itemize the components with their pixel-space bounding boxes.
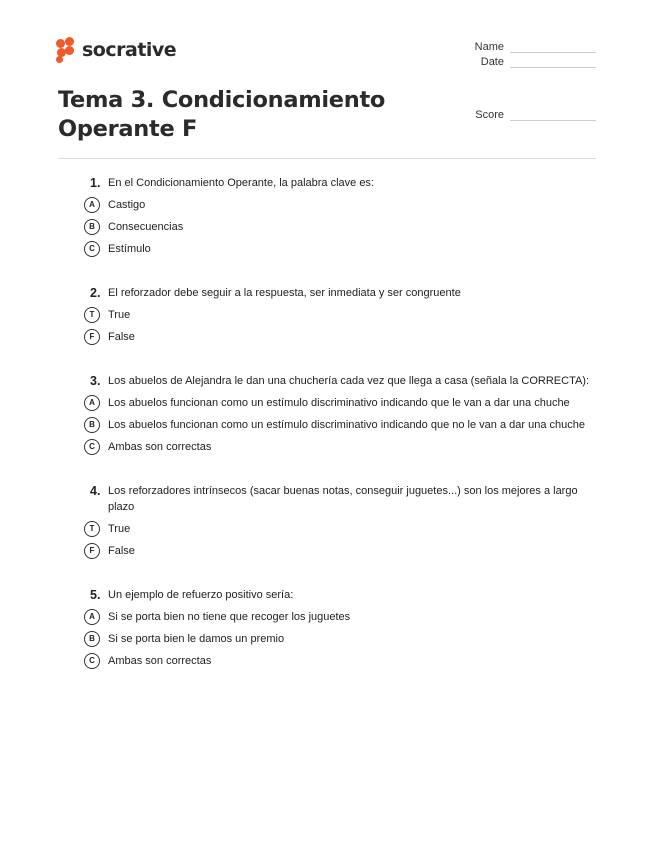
score-line: [510, 113, 596, 121]
answer-option[interactable]: [84, 439, 594, 455]
date-line: [510, 60, 596, 68]
date-label: Date: [480, 56, 504, 68]
answer-option[interactable]: [84, 631, 594, 647]
question-3: [84, 373, 594, 455]
option-text: False: [108, 331, 135, 343]
option-text: Castigo: [108, 199, 146, 211]
question-number: 4.: [90, 484, 101, 498]
option-letter-badge: T: [84, 521, 100, 537]
option-text: Si se porta bien le damos un premio: [108, 633, 285, 645]
score-field: [456, 109, 596, 121]
socrative-logo-icon: [56, 37, 78, 63]
option-text: Consecuencias: [108, 221, 184, 233]
answer-option[interactable]: [84, 543, 594, 559]
option-letter-badge: B: [84, 219, 100, 235]
brand-name: socrative: [82, 39, 177, 61]
option-text: True: [108, 309, 131, 321]
option-letter-badge: B: [84, 417, 100, 433]
question-header: [84, 587, 594, 603]
name-field: [456, 41, 596, 53]
question-list: [84, 175, 594, 697]
option-text: Los abuelos funcionan como un estímulo discriminativo indicando que no le van a dar una chuche: [108, 419, 585, 431]
question-header: [84, 175, 594, 191]
question-number: 3.: [90, 374, 101, 388]
question-number: 1.: [90, 176, 101, 190]
question-5: [84, 587, 594, 669]
question-text: El reforzador debe seguir a la respuesta, ser inmediata y ser congruente: [108, 287, 461, 299]
question-2: [84, 285, 594, 345]
question-text: Un ejemplo de refuerzo positivo sería:: [108, 589, 294, 601]
answer-option[interactable]: [84, 417, 594, 433]
answer-option[interactable]: [84, 307, 594, 323]
question-header: [84, 483, 594, 515]
option-text: True: [108, 523, 131, 535]
option-text: Si se porta bien no tiene que recoger los juguetes: [108, 611, 351, 623]
answer-option[interactable]: [84, 241, 594, 257]
answer-option[interactable]: [84, 653, 594, 669]
option-letter-badge: F: [84, 543, 100, 559]
question-4: [84, 483, 594, 559]
option-letter-badge: F: [84, 329, 100, 345]
option-letter-badge: A: [84, 197, 100, 213]
option-text: Ambas son correctas: [108, 655, 212, 667]
option-letter-badge: T: [84, 307, 100, 323]
header-divider: [58, 158, 596, 159]
socrative-logo: [56, 37, 176, 63]
answer-option[interactable]: [84, 197, 594, 213]
option-text: Los abuelos funcionan como un estímulo discriminativo indicando que le van a dar una chuche: [108, 397, 570, 409]
option-letter-badge: A: [84, 395, 100, 411]
question-header: [84, 285, 594, 301]
question-text: En el Condicionamiento Operante, la palabra clave es:: [108, 177, 374, 189]
question-header: [84, 373, 594, 389]
answer-option[interactable]: [84, 609, 594, 625]
option-letter-badge: A: [84, 609, 100, 625]
answer-option[interactable]: [84, 521, 594, 537]
option-text: Estímulo: [108, 243, 151, 255]
option-letter-badge: C: [84, 241, 100, 257]
answer-option[interactable]: [84, 329, 594, 345]
option-letter-badge: C: [84, 439, 100, 455]
quiz-title: Tema 3. Condicionamiento Operante F: [58, 87, 386, 142]
name-label: Name: [474, 41, 504, 53]
question-1: [84, 175, 594, 257]
answer-option[interactable]: [84, 219, 594, 235]
question-text: Los abuelos de Alejandra le dan una chuchería cada vez que llega a casa (señala la CORRECTA):: [108, 375, 590, 387]
date-field: [456, 56, 596, 68]
option-letter-badge: C: [84, 653, 100, 669]
score-label: Score: [475, 109, 504, 121]
answer-option[interactable]: [84, 395, 594, 411]
option-letter-badge: B: [84, 631, 100, 647]
question-text: Los reforzadores intrínsecos (sacar buenas notas, conseguir juguetes...) son los mejores a largo plazo: [108, 485, 578, 513]
question-number: 5.: [90, 588, 101, 602]
option-text: Ambas son correctas: [108, 441, 212, 453]
question-number: 2.: [90, 286, 101, 300]
name-line: [510, 45, 596, 53]
option-text: False: [108, 545, 135, 557]
